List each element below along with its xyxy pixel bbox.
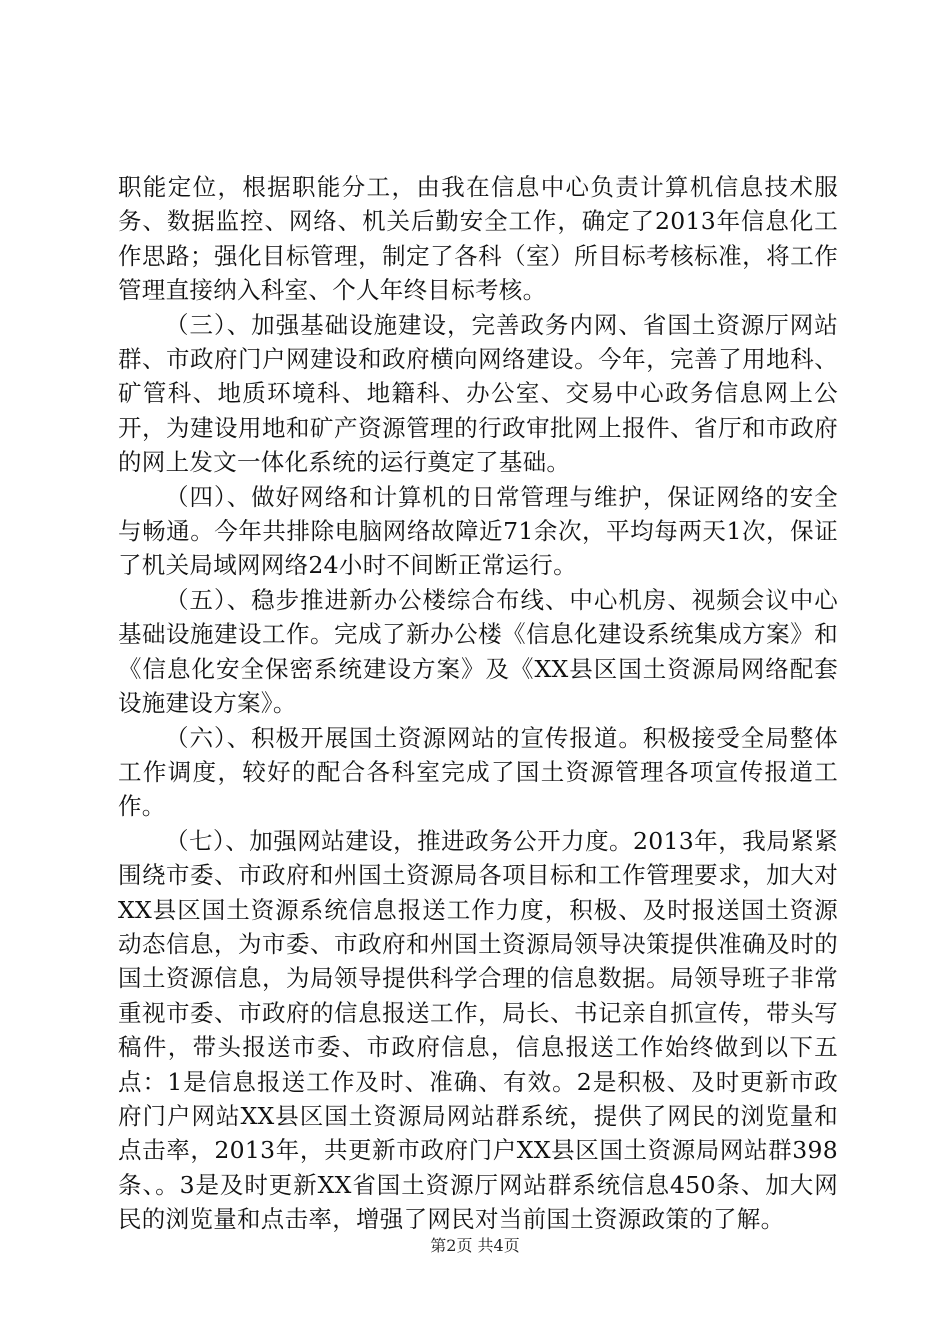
paragraph-item-7: （七）、加强网站建设，推进政务公开力度。2013年，我局紧紧围绕市委、市政府和州国土资源局各项目标和工作管理要求，加大对XX县区国土资源系统信息报送工作力度，积极、及时报送国土资源动态信息，为市委、市政府和州国土资源局领导决策提供准确及时的国土资源信息，为局领导提供科学合理的信息数据。局领导班子非常重视市委、市政府的信息报送工作，局长、书记亲自抓宣传，带头写稿件，带头报送市委、市政府信息，信息报送工作始终做到以下五点：1是信息报送工作及时、准确、有效。2是积极、及时更新市政府门户网站XX县区国土资源局网站群系统，提供了网民的浏览量和点击率，2013年，共更新市政府门户XX县区国土资源局网站群398条、。3是及时更新XX省国土资源厅网站群系统信息450条、加大网民的浏览量和点击率，增强了网民对当前国土资源政策的了解。 [118,826,838,1234]
paragraph-item-6: （六）、积极开展国土资源网站的宣传报道。积极接受全局整体工作调度，较好的配合各科室完成了国土资源管理各项宣传报道工作。 [118,723,838,821]
paragraph-item-3: （三）、加强基础设施建设，完善政务内网、省国土资源厅网站群、市政府门户网建设和政府横向网络建设。今年，完善了用地科、矿管科、地质环境科、地籍科、办公室、交易中心政务信息网上公开，为建设用地和矿产资源管理的行政审批网上报件、省厅和市政府的网上发文一体化系统的运行奠定了基础。 [118,310,838,477]
paragraph-item-5: （五）、稳步推进新办公楼综合布线、中心机房、视频会议中心基础设施建设工作。完成了新办公楼《信息化建设系统集成方案》和《信息化安全保密系统建设方案》及《XX县区国土资源局网络配套设施建设方案》。 [118,585,838,718]
paragraph-continuation: 职能定位，根据职能分工，由我在信息中心负责计算机信息技术服务、数据监控、网络、机关后勤安全工作，确定了2013年信息化工作思路；强化目标管理，制定了各科（室）所目标考核标准，将工作管理直接纳入科室、个人年终目标考核。 [118,173,838,305]
paragraph-item-4: （四）、做好网络和计算机的日常管理与维护，保证网络的安全与畅通。今年共排除电脑网络故障近71余次，平均每两天1次，保证了机关局域网网络24小时不间断正常运行。 [118,482,838,580]
page-number: 第2页 共4页 [430,1236,520,1255]
page-footer [0,1236,950,1256]
document-body [118,170,838,1237]
